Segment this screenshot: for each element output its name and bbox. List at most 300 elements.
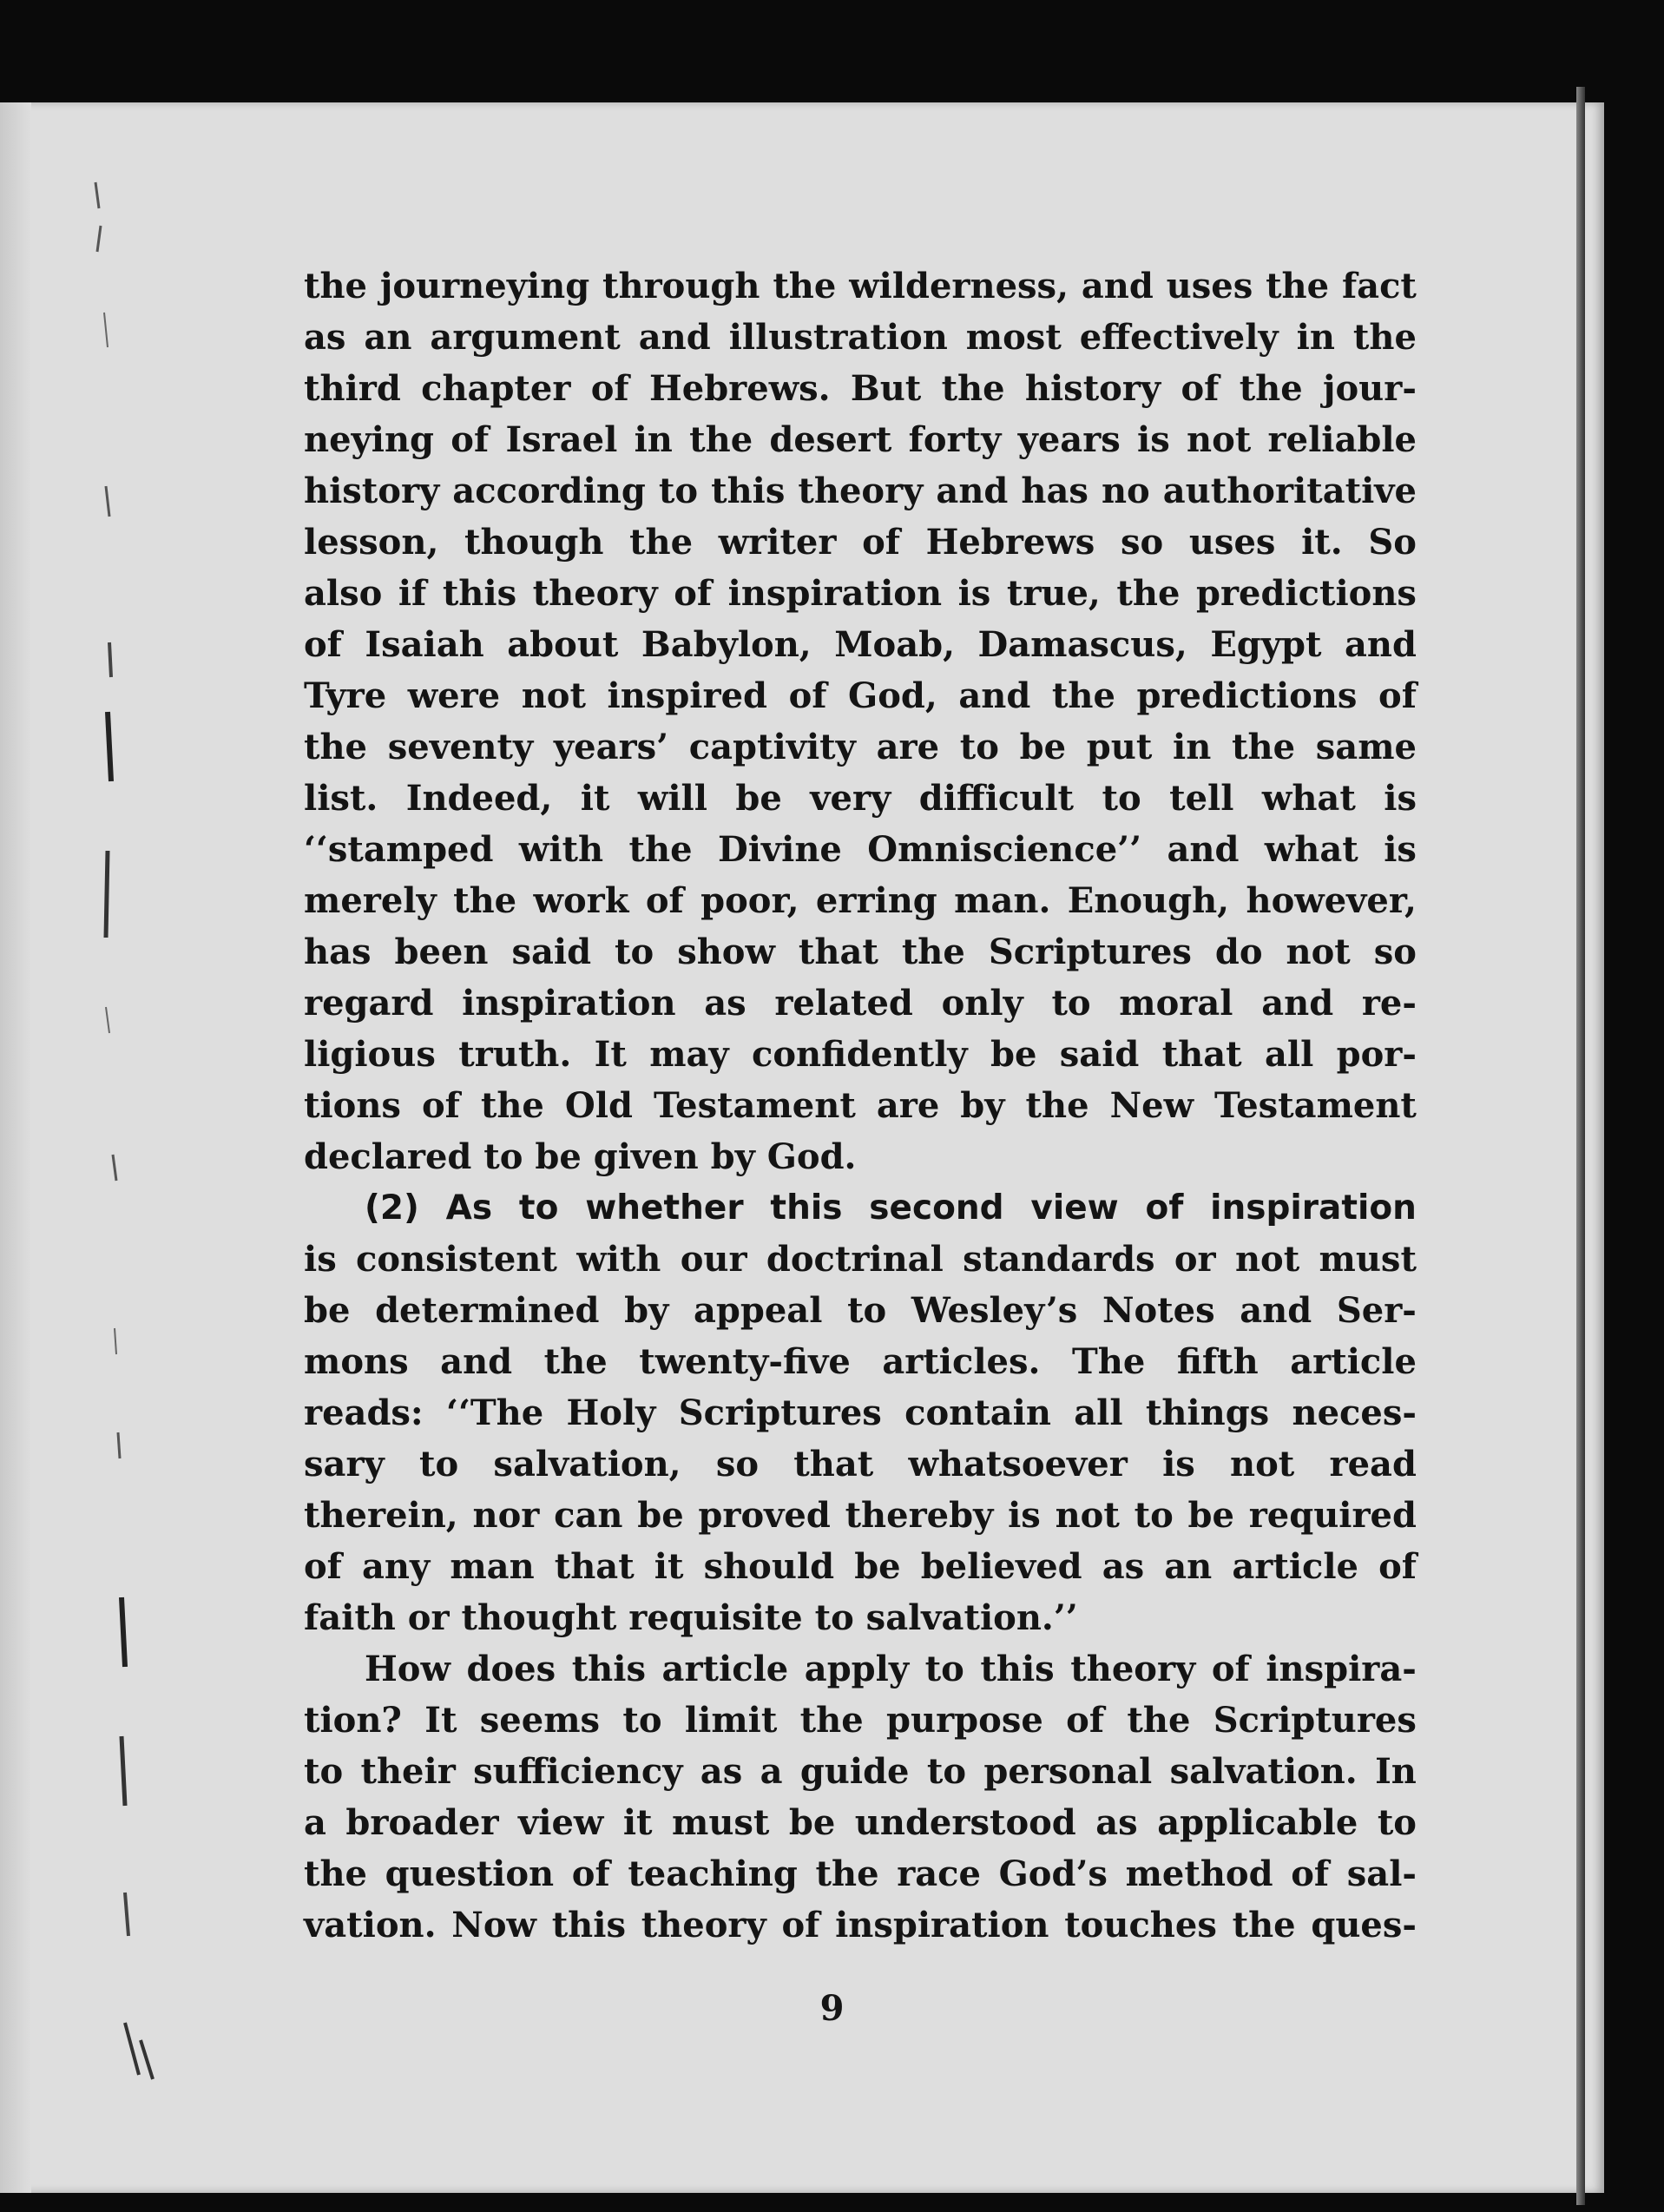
word: inspira-: [1266, 1649, 1417, 1689]
word: the: [453, 880, 517, 921]
word: things: [1145, 1392, 1270, 1433]
word: however,: [1246, 880, 1417, 921]
word: as: [704, 983, 746, 1024]
word: Egypt: [1210, 624, 1322, 665]
text-line: [304, 363, 1417, 414]
word: second: [869, 1188, 1004, 1228]
word: the: [1352, 317, 1417, 358]
word: very: [810, 778, 891, 819]
word: may: [649, 1034, 729, 1075]
word: the: [1232, 727, 1296, 767]
word: difficult: [918, 778, 1075, 819]
word: not: [1187, 419, 1252, 460]
text-line: [304, 1746, 1417, 1797]
word: confidently: [752, 1034, 968, 1075]
word: Ser-: [1336, 1290, 1417, 1331]
word: effectively: [1079, 317, 1279, 358]
word: of: [421, 1085, 460, 1126]
page-gutter-shadow: [0, 102, 31, 2193]
word: and: [958, 675, 1031, 716]
word: whatsoever: [908, 1444, 1128, 1485]
word: twenty-five: [639, 1341, 851, 1382]
word: poor,: [700, 880, 799, 921]
word: argument: [430, 317, 621, 358]
word: the: [1116, 573, 1181, 614]
word: put: [1086, 727, 1153, 767]
text-line: [304, 1541, 1417, 1592]
word: is: [957, 573, 991, 614]
word: Omniscience’’: [867, 829, 1141, 870]
word: to: [1134, 1495, 1174, 1536]
word: most: [965, 317, 1062, 358]
word: Enough,: [1067, 880, 1230, 921]
word: as: [304, 317, 346, 358]
word: New: [1109, 1085, 1194, 1126]
text-line: [304, 978, 1417, 1029]
page-edge: [1576, 87, 1585, 2205]
word: only: [941, 983, 1023, 1024]
word: view: [518, 1802, 604, 1843]
word: according: [452, 471, 646, 511]
word: theory: [532, 573, 658, 614]
word: touches: [1064, 1905, 1217, 1945]
word: of: [1145, 1188, 1184, 1228]
word: determined: [375, 1290, 600, 1331]
word: therein,: [304, 1495, 458, 1536]
word: thereby: [845, 1495, 994, 1536]
word: to: [658, 471, 699, 511]
word: erring: [815, 880, 937, 921]
word: In: [1375, 1751, 1417, 1792]
word: history: [1024, 368, 1161, 409]
text-line: [304, 1695, 1417, 1746]
word: by: [960, 1085, 1005, 1126]
word: so: [1120, 522, 1164, 563]
word: the: [304, 266, 368, 306]
text-line: [304, 926, 1417, 978]
word: Scriptures: [988, 932, 1192, 972]
word: in: [1296, 317, 1335, 358]
word: It: [424, 1700, 457, 1741]
word: be: [735, 778, 782, 819]
word: It: [594, 1034, 627, 1075]
word: As: [445, 1188, 493, 1228]
word: tell: [1169, 778, 1234, 819]
word: to: [419, 1444, 459, 1485]
word: to: [924, 1649, 964, 1689]
word: can: [554, 1495, 623, 1536]
word: Hebrews.: [648, 368, 831, 409]
word: to: [1102, 778, 1141, 819]
word: should: [703, 1546, 835, 1587]
word: of: [674, 573, 713, 614]
word: with: [576, 1239, 661, 1280]
word: ‘‘stamped: [304, 829, 494, 870]
word: Divine: [718, 829, 842, 870]
word: and: [936, 471, 1009, 511]
text-line: declared to be given by God.: [304, 1136, 857, 1177]
word: it: [580, 778, 610, 819]
word: be: [1187, 1495, 1234, 1536]
word: of: [645, 880, 684, 921]
word: the: [1127, 1700, 1191, 1741]
word: por-: [1336, 1034, 1417, 1075]
word: understood: [854, 1802, 1076, 1843]
word: uses: [1166, 266, 1253, 306]
text-line: [304, 670, 1417, 721]
page-text: [304, 260, 1417, 1951]
text-line: [304, 721, 1417, 773]
word: and: [1344, 624, 1417, 665]
word: of: [862, 522, 900, 563]
word: authoritative: [1162, 471, 1417, 511]
word: through: [602, 266, 760, 306]
word: How: [365, 1649, 451, 1689]
word: are: [876, 727, 940, 767]
text-line: faith or thought requisite to salvation.’’: [304, 1597, 1078, 1638]
word: with: [518, 829, 604, 870]
word: of: [1066, 1700, 1105, 1741]
word: to: [1377, 1802, 1417, 1843]
word: do: [1214, 932, 1263, 972]
word: has: [304, 932, 372, 972]
word: article: [1232, 1546, 1359, 1587]
word: fifth: [1176, 1341, 1259, 1382]
word: it: [622, 1802, 653, 1843]
word: to: [959, 727, 999, 767]
text-line: [304, 517, 1417, 568]
word: this: [770, 1188, 843, 1228]
word: and: [638, 317, 711, 358]
word: not: [1055, 1495, 1120, 1536]
word: seventy: [387, 727, 534, 767]
word: the: [799, 1700, 864, 1741]
word: as: [1095, 1802, 1138, 1843]
word: the: [1051, 675, 1115, 716]
word: purpose: [886, 1700, 1043, 1741]
word: history: [304, 471, 440, 511]
word: inspiration: [462, 983, 676, 1024]
word: and: [1081, 266, 1154, 306]
word: related: [774, 983, 913, 1024]
word: not: [1286, 932, 1351, 972]
word: what: [1264, 829, 1358, 870]
word: neying: [304, 419, 435, 460]
word: about: [507, 624, 619, 665]
word: of: [1181, 368, 1220, 409]
word: neces-: [1292, 1392, 1417, 1433]
word: that: [1161, 1034, 1242, 1075]
word: that: [793, 1444, 874, 1485]
word: mons: [304, 1341, 409, 1382]
word: applicable: [1157, 1802, 1358, 1843]
section-heading-line: [304, 1182, 1417, 1234]
word: to: [1051, 983, 1091, 1024]
word: said: [511, 932, 592, 972]
text-line: [304, 1080, 1417, 1131]
text-line: [304, 875, 1417, 926]
text-line: [304, 773, 1417, 824]
word: work: [533, 880, 629, 921]
word: be: [788, 1802, 836, 1843]
word: forty: [908, 419, 1002, 460]
word: of: [304, 1546, 342, 1587]
text-line: [304, 465, 1417, 517]
word: is: [1384, 778, 1417, 819]
word: of: [781, 1905, 820, 1945]
word: be: [304, 1290, 351, 1331]
text-line: [304, 1438, 1417, 1490]
word: Israel: [505, 419, 618, 460]
word: said: [1059, 1034, 1140, 1075]
word: vation.: [304, 1905, 437, 1945]
word: fact: [1341, 266, 1417, 306]
word: (2): [365, 1188, 419, 1228]
word: a: [304, 1802, 326, 1843]
text-line: [304, 619, 1417, 670]
text-line: [304, 1387, 1417, 1438]
word: the: [689, 419, 753, 460]
word: an: [1164, 1546, 1213, 1587]
word: is: [304, 1239, 337, 1280]
word: tion?: [304, 1700, 402, 1741]
word: of: [1211, 1649, 1250, 1689]
word: chapter: [421, 368, 571, 409]
word: God’s: [998, 1853, 1108, 1894]
word: show: [677, 932, 775, 972]
word: all: [1074, 1392, 1123, 1433]
word: the: [901, 932, 965, 972]
word: to: [847, 1290, 887, 1331]
word: so: [1373, 932, 1417, 972]
word: limit: [684, 1700, 778, 1741]
text-line: [304, 414, 1417, 465]
word: view: [1030, 1188, 1119, 1228]
word: the: [304, 1853, 368, 1894]
word: Old: [564, 1085, 633, 1126]
word: inspired: [607, 675, 767, 716]
word: though: [464, 522, 604, 563]
word: an: [364, 317, 412, 358]
word: re-: [1361, 983, 1417, 1024]
word: as: [1102, 1546, 1145, 1587]
word: lesson,: [304, 522, 439, 563]
word: articles.: [882, 1341, 1041, 1382]
word: is: [1384, 829, 1417, 870]
word: required: [1248, 1495, 1417, 1536]
word: be: [637, 1495, 684, 1536]
word: contain: [904, 1392, 1051, 1433]
word: will: [637, 778, 707, 819]
word: the: [773, 266, 837, 306]
word: this: [711, 471, 786, 511]
word: the: [543, 1341, 608, 1382]
word: to: [622, 1700, 662, 1741]
word: sary: [304, 1444, 385, 1485]
word: of: [571, 1853, 610, 1894]
word: teaching: [628, 1853, 798, 1894]
word: this: [551, 1905, 626, 1945]
word: salvation.: [1169, 1751, 1358, 1792]
word: But: [850, 368, 922, 409]
word: this: [571, 1649, 646, 1689]
word: personal: [983, 1751, 1153, 1792]
word: standards: [963, 1239, 1155, 1280]
word: The: [1071, 1341, 1146, 1382]
word: sal-: [1346, 1853, 1417, 1894]
word: a: [760, 1751, 783, 1792]
word: merely: [304, 880, 437, 921]
word: the: [629, 522, 694, 563]
word: inspiration: [1210, 1188, 1417, 1228]
word: writer: [718, 522, 837, 563]
word: and: [1240, 1290, 1312, 1331]
word: Scriptures: [1213, 1700, 1417, 1741]
text-line: [304, 1643, 1417, 1695]
word: So: [1368, 522, 1417, 563]
word: the: [1239, 368, 1303, 409]
word: also: [304, 573, 383, 614]
text-line: [304, 1234, 1417, 1285]
word: not: [1234, 1239, 1300, 1280]
word: no: [1101, 471, 1150, 511]
word: is: [1162, 1444, 1195, 1485]
word: theory: [1070, 1649, 1196, 1689]
word: moral: [1119, 983, 1233, 1024]
word: must: [1319, 1239, 1417, 1280]
word: captivity: [688, 727, 856, 767]
word: as: [700, 1751, 743, 1792]
word: theory: [798, 471, 924, 511]
word: of: [590, 368, 629, 409]
word: predictions: [1136, 675, 1358, 716]
word: has: [1021, 471, 1089, 511]
word: article: [1290, 1341, 1417, 1382]
word: of: [1291, 1853, 1330, 1894]
word: seems: [479, 1700, 601, 1741]
word: of: [1378, 675, 1417, 716]
word: Notes: [1102, 1290, 1215, 1331]
word: years: [1017, 419, 1121, 460]
word: of: [451, 419, 490, 460]
word: the: [1232, 1905, 1296, 1945]
word: appeal: [694, 1290, 823, 1331]
word: nor: [472, 1495, 540, 1536]
word: must: [672, 1802, 770, 1843]
word: the: [1025, 1085, 1089, 1126]
word: not: [521, 675, 586, 716]
word: their: [360, 1751, 456, 1792]
word: guide: [799, 1751, 910, 1792]
word: reads:: [304, 1392, 424, 1433]
margin-scan-marks: [87, 174, 191, 2084]
word: be: [1019, 727, 1067, 767]
word: this: [442, 573, 517, 614]
word: it: [654, 1546, 684, 1587]
page-number: 9: [819, 1988, 845, 2029]
word: the: [480, 1085, 544, 1126]
word: broader: [345, 1802, 499, 1843]
text-line: [304, 1899, 1417, 1951]
word: that: [554, 1546, 635, 1587]
word: is: [1008, 1495, 1041, 1536]
word: third: [304, 368, 401, 409]
word: to: [926, 1751, 966, 1792]
word: be: [990, 1034, 1037, 1075]
word: Damascus,: [977, 624, 1187, 665]
word: race: [897, 1853, 981, 1894]
word: method: [1125, 1853, 1273, 1894]
word: predictions: [1195, 573, 1417, 614]
word: whether: [585, 1188, 744, 1228]
word: jour-: [1323, 368, 1417, 409]
word: and: [1167, 829, 1240, 870]
word: Testament: [1214, 1085, 1417, 1126]
word: Babylon,: [641, 624, 812, 665]
word: it.: [1301, 522, 1343, 563]
word: in: [1173, 727, 1212, 767]
text-line: [304, 1848, 1417, 1899]
text-line: [304, 1029, 1417, 1080]
word: illustration: [728, 317, 948, 358]
word: the: [941, 368, 1005, 409]
word: our: [680, 1239, 747, 1280]
word: if: [398, 573, 427, 614]
text-line: [304, 568, 1417, 619]
word: reliable: [1267, 419, 1417, 460]
word: proved: [698, 1495, 831, 1536]
word: or: [1174, 1239, 1216, 1280]
word: Indeed,: [405, 778, 553, 819]
word: and: [440, 1341, 513, 1382]
text-line: [304, 1336, 1417, 1387]
word: believed: [920, 1546, 1082, 1587]
text-line: [304, 1490, 1417, 1541]
word: the: [628, 829, 693, 870]
word: this: [980, 1649, 1055, 1689]
word: the: [1266, 266, 1330, 306]
word: sufficiency: [473, 1751, 683, 1792]
word: man: [450, 1546, 535, 1587]
word: truth.: [458, 1034, 572, 1075]
word: tions: [304, 1085, 401, 1126]
word: and: [1261, 983, 1334, 1024]
word: to: [518, 1188, 559, 1228]
word: the: [304, 727, 368, 767]
word: so: [715, 1444, 760, 1485]
word: apply: [804, 1649, 910, 1689]
word: consistent: [356, 1239, 557, 1280]
word: Scriptures: [678, 1392, 882, 1433]
word: inspiration: [835, 1905, 1049, 1945]
word: wilderness,: [849, 266, 1069, 306]
word: ‘‘The: [446, 1392, 544, 1433]
word: were: [407, 675, 501, 716]
word: ligious: [304, 1034, 436, 1075]
word: is: [1137, 419, 1170, 460]
word: desert: [769, 419, 892, 460]
word: by: [624, 1290, 669, 1331]
word: of: [1378, 1546, 1417, 1587]
word: Testament: [653, 1085, 856, 1126]
word: what: [1261, 778, 1356, 819]
word: Hebrews: [925, 522, 1095, 563]
word: salvation,: [493, 1444, 681, 1485]
word: to: [615, 932, 654, 972]
word: theory: [641, 1905, 766, 1945]
word: ques-: [1311, 1905, 1417, 1945]
word: God,: [848, 675, 937, 716]
